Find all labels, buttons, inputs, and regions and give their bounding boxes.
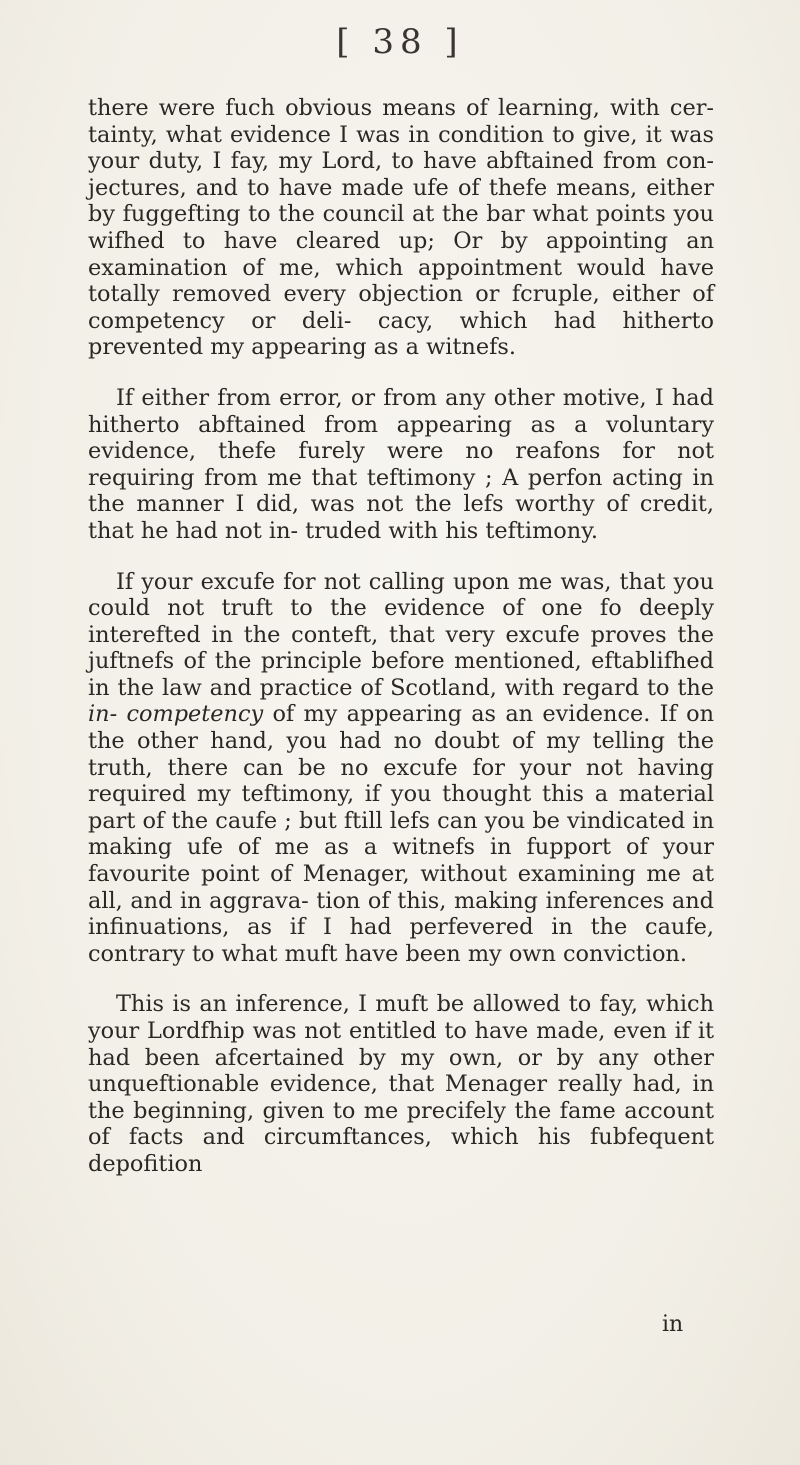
paragraph-3 bbox=[88, 569, 714, 968]
body-text bbox=[88, 95, 714, 1178]
catchword: in bbox=[662, 1312, 684, 1337]
paragraph-3-start: If your excufe for not calling upon me was, that you could not truft to the evidence of one fo deeply interefted in the conteft, that very excufe proves the juftnefs of the principle before mentioned, eftablifhed in the law and practice of Scotland, with regard to the bbox=[88, 568, 714, 701]
paragraph-1: there were fuch obvious means of learning, with cer- tainty, what evidence I was in condition to give, it was your duty, I fay, my Lord, to have abftained from con- jectures, and to have made ufe of thefe means, either by fuggefting to the council at the bar what points you wifhed to have cleared up; Or by appointing an examination of me, which appointment would have totally removed every objection or fcruple, either of competency or deli- cacy, which had hitherto prevented my appearing as a witnefs. bbox=[88, 95, 714, 361]
italic-phrase: in- competency bbox=[88, 701, 264, 728]
page-number: [ 38 ] bbox=[336, 22, 464, 62]
paragraph-2: If either from error, or from any other motive, I had hitherto abftained from appearing as a voluntary evidence, thefe furely were no reafons for not requiring from me that teftimony ; A perfon acting in the manner I did, was not the lefs worthy of credit, that he had not in- truded with his teftimony. bbox=[88, 384, 714, 544]
paragraph-3-end: of my appearing as an evidence. If on the other hand, you had no doubt of my telling the truth, there can be no excufe for your not having required my teftimony, if you thought this a material part of the caufe ; but ftill lefs can you be vindicated in making ufe of me as a witnefs in fupport of your favourite point of Menager, without examining me at all, and in aggrava- tion of this, making inferences and infinuations, as if I had perfevered in the caufe, contrary to what muft have been my own conviction. bbox=[88, 701, 714, 967]
paragraph-4: This is an inference, I muft be allowed to fay, which your Lordfhip was not entitled to have made, even if it had been afcertained by my own, or by any other unqueftionable evidence, that Menager really had, in the beginning, given to me precifely the fame account of facts and circumftances, which his fubfequent depofition bbox=[88, 991, 714, 1177]
